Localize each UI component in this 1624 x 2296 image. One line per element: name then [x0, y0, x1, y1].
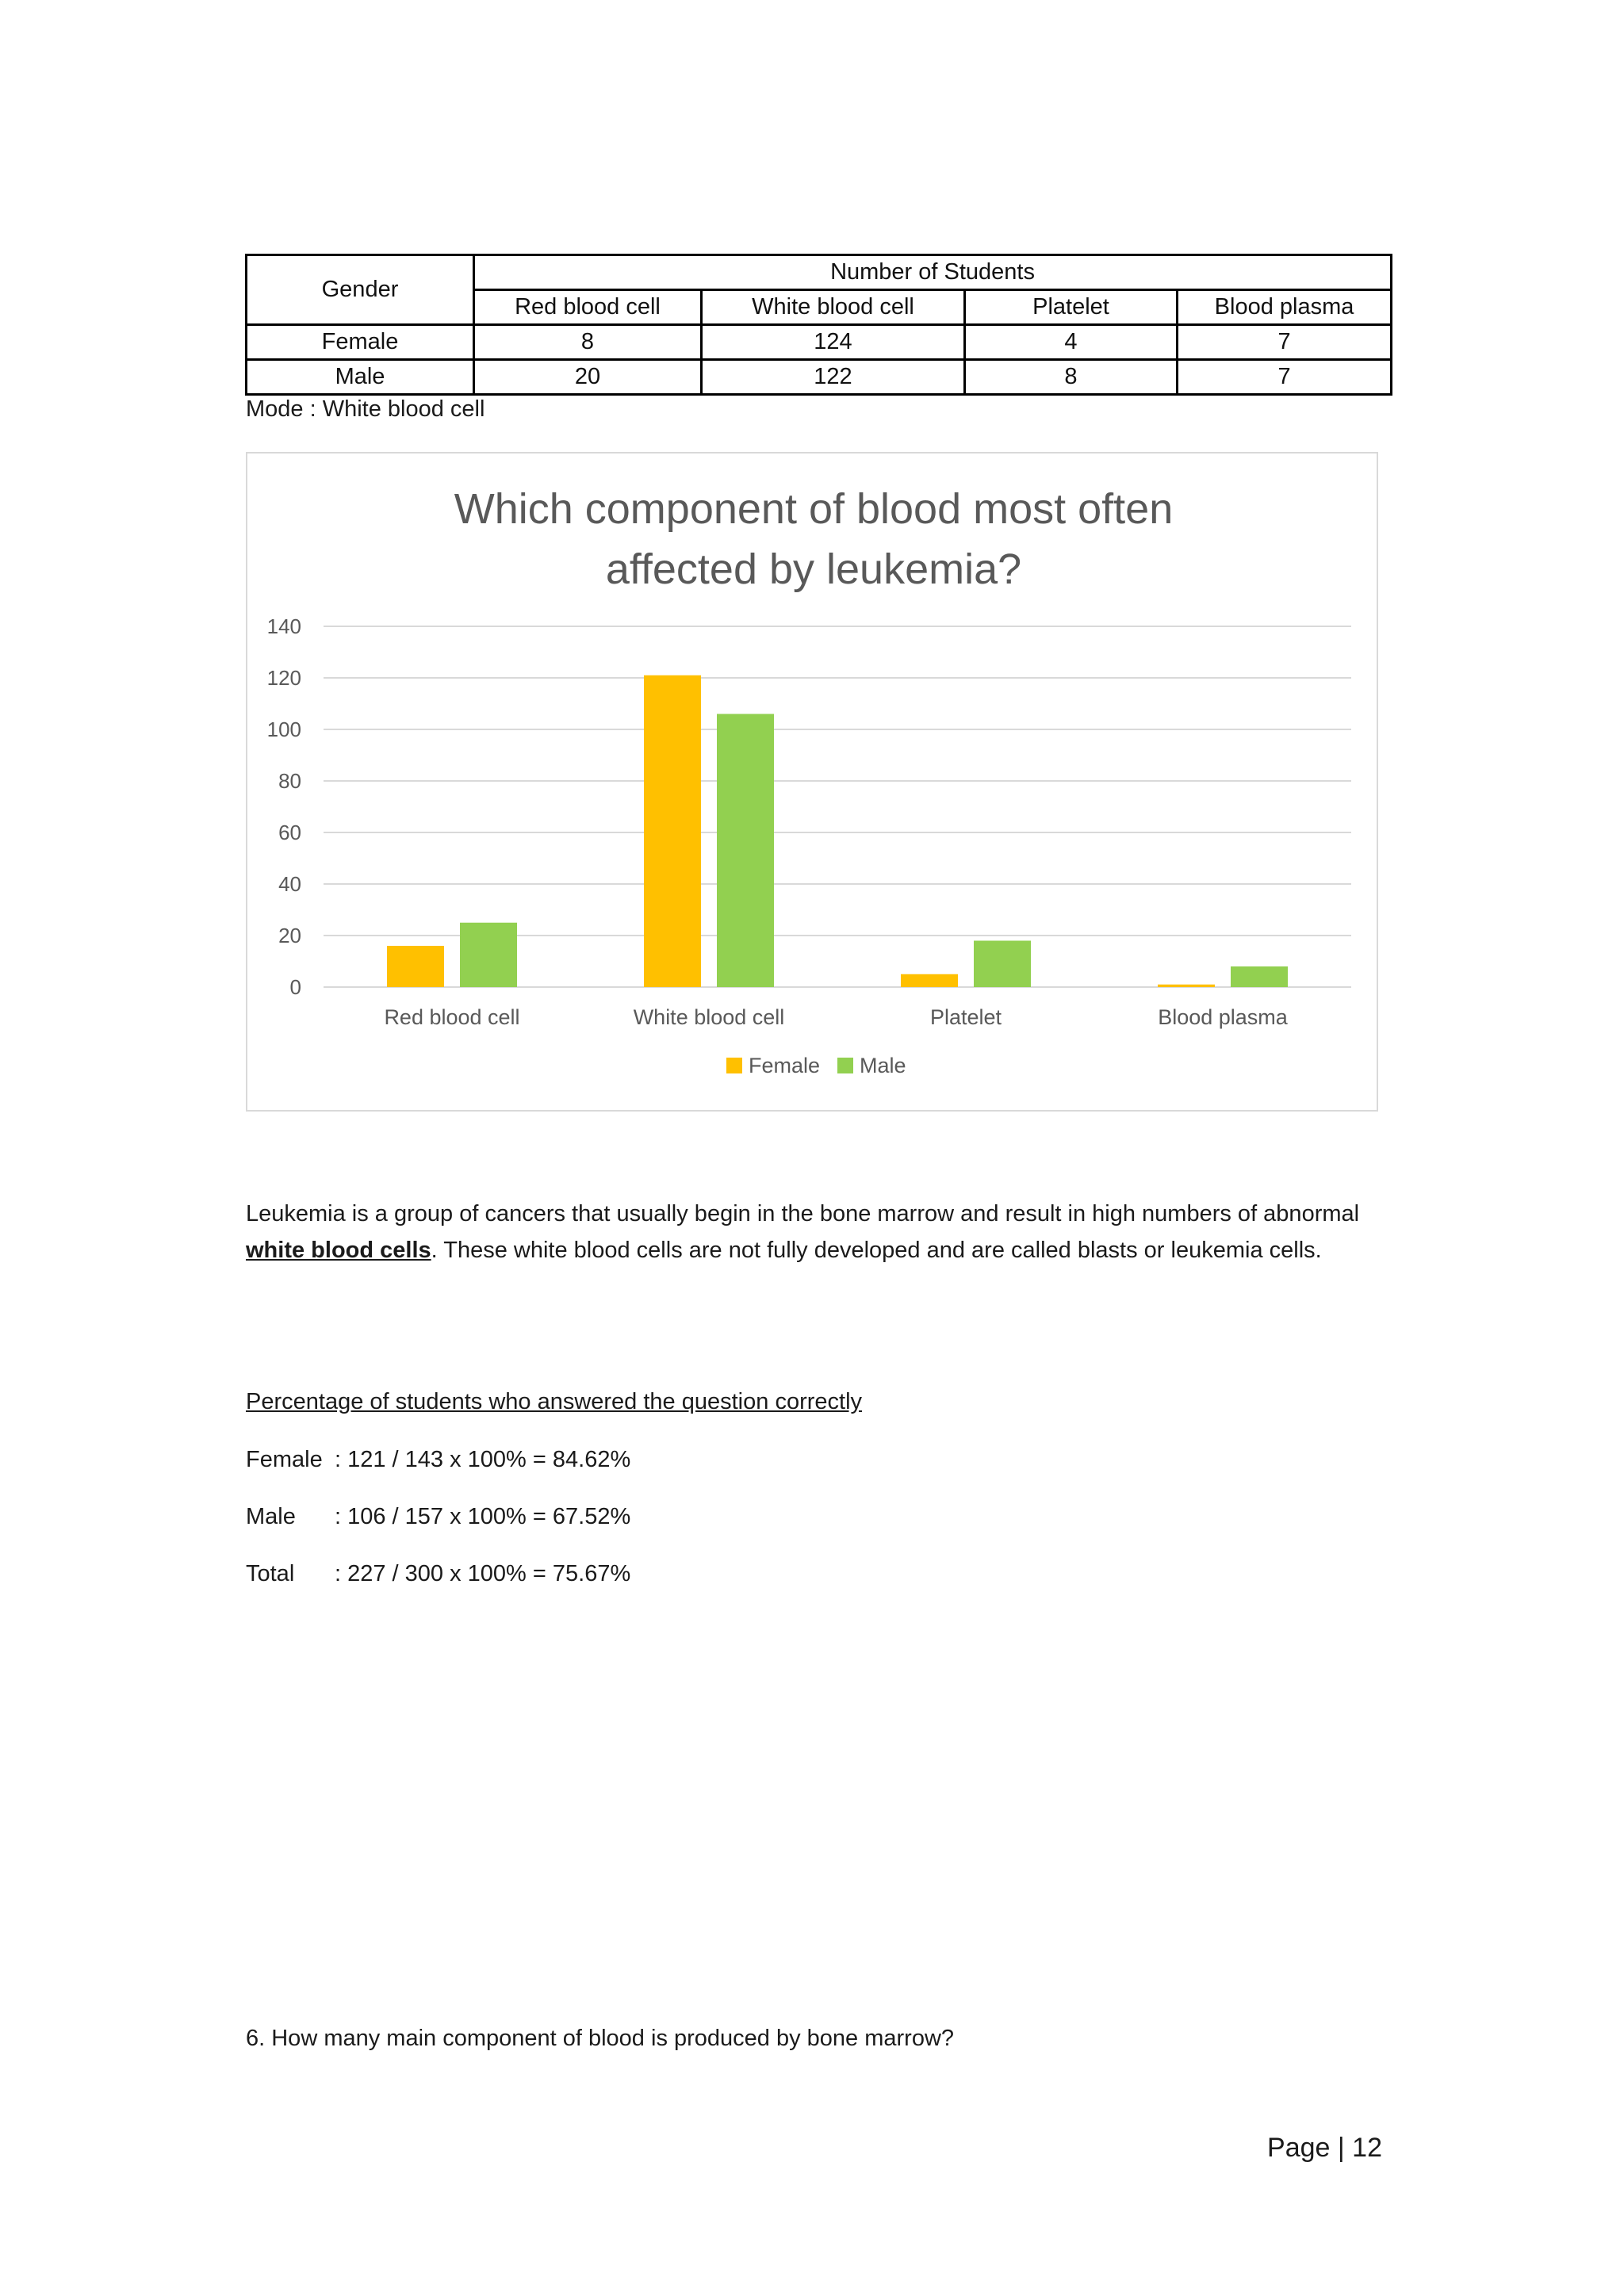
- row-label: Male: [247, 360, 474, 395]
- y-tick-label: 120: [266, 666, 301, 690]
- table-cell: 8: [965, 360, 1178, 395]
- x-tick-label: Platelet: [929, 1005, 1002, 1029]
- students-group-header: Number of Students: [474, 255, 1392, 290]
- percentage-row: [246, 1447, 630, 1473]
- emphasis-term: white blood cells: [246, 1238, 431, 1263]
- legend-swatch-male: [837, 1058, 853, 1073]
- bar-chart: [246, 452, 1378, 1112]
- x-tick-label: Red blood cell: [384, 1005, 520, 1029]
- table-cell: 122: [702, 360, 965, 395]
- y-tick-label: 0: [289, 975, 301, 999]
- bar-female-blood-plasma: [1158, 985, 1215, 987]
- column-header: Blood plasma: [1178, 290, 1392, 325]
- y-tick-label: 100: [266, 718, 301, 741]
- percentage-row: [246, 1561, 630, 1587]
- bar-female-white-blood-cell: [644, 675, 701, 987]
- mode-line: Mode : White blood cell: [246, 396, 485, 422]
- table-cell: 7: [1178, 360, 1392, 395]
- column-header: Red blood cell: [474, 290, 702, 325]
- y-tick-label: 80: [278, 769, 301, 793]
- row-label: Female: [247, 325, 474, 360]
- chart-title-line: affected by leukemia?: [605, 545, 1022, 593]
- percentage-label: Total: [246, 1561, 295, 1586]
- x-tick-label: Blood plasma: [1158, 1005, 1288, 1029]
- bar-male-blood-plasma: [1231, 966, 1288, 987]
- chart-plot: [247, 453, 1378, 1112]
- bar-male-platelet: [974, 941, 1031, 988]
- percentage-label: Male: [246, 1504, 296, 1529]
- table-row: [247, 360, 1392, 395]
- column-header: Platelet: [965, 290, 1178, 325]
- table-cell: 7: [1178, 325, 1392, 360]
- legend-swatch-female: [726, 1058, 742, 1073]
- table-cell: 4: [965, 325, 1178, 360]
- paragraph-text: Leukemia is a group of cancers that usually begin in the bone marrow and result in high numbers of abnormal: [246, 1201, 1360, 1226]
- student-count-table: [245, 254, 1392, 396]
- table-cell: 8: [474, 325, 702, 360]
- y-tick-label: 20: [278, 924, 301, 947]
- bar-male-red-blood-cell: [460, 923, 517, 987]
- column-header: White blood cell: [702, 290, 965, 325]
- page-number: Page | 12: [1267, 2133, 1382, 2163]
- y-tick-label: 40: [278, 872, 301, 896]
- legend-label-female: Female: [749, 1054, 821, 1077]
- percentage-expression: : 121 / 143 x 100% = 84.62%: [335, 1447, 631, 1472]
- percentage-label: Female: [246, 1447, 323, 1472]
- bar-male-white-blood-cell: [717, 714, 774, 988]
- chart-title-line: Which component of blood most often: [454, 485, 1174, 533]
- gender-header: Gender: [247, 255, 474, 325]
- paragraph-text: . These white blood cells are not fully developed and are called blasts or leukemia cells.: [431, 1238, 1322, 1263]
- x-tick-label: White blood cell: [633, 1005, 785, 1029]
- y-tick-label: 140: [266, 614, 301, 638]
- percentage-heading: Percentage of students who answered the question correctly: [246, 1389, 863, 1414]
- table-row: [247, 325, 1392, 360]
- percentage-expression: : 227 / 300 x 100% = 75.67%: [335, 1561, 631, 1586]
- bar-female-red-blood-cell: [387, 946, 444, 987]
- y-tick-label: 60: [278, 821, 301, 844]
- bar-female-platelet: [901, 974, 958, 987]
- table-cell: 20: [474, 360, 702, 395]
- leukemia-paragraph: [246, 1196, 1380, 1269]
- percentage-expression: : 106 / 157 x 100% = 67.52%: [335, 1504, 631, 1529]
- legend-label-male: Male: [860, 1054, 906, 1077]
- table-cell: 124: [702, 325, 965, 360]
- question-text: 6. How many main component of blood is produced by bone marrow?: [246, 2026, 955, 2051]
- percentage-row: [246, 1504, 630, 1530]
